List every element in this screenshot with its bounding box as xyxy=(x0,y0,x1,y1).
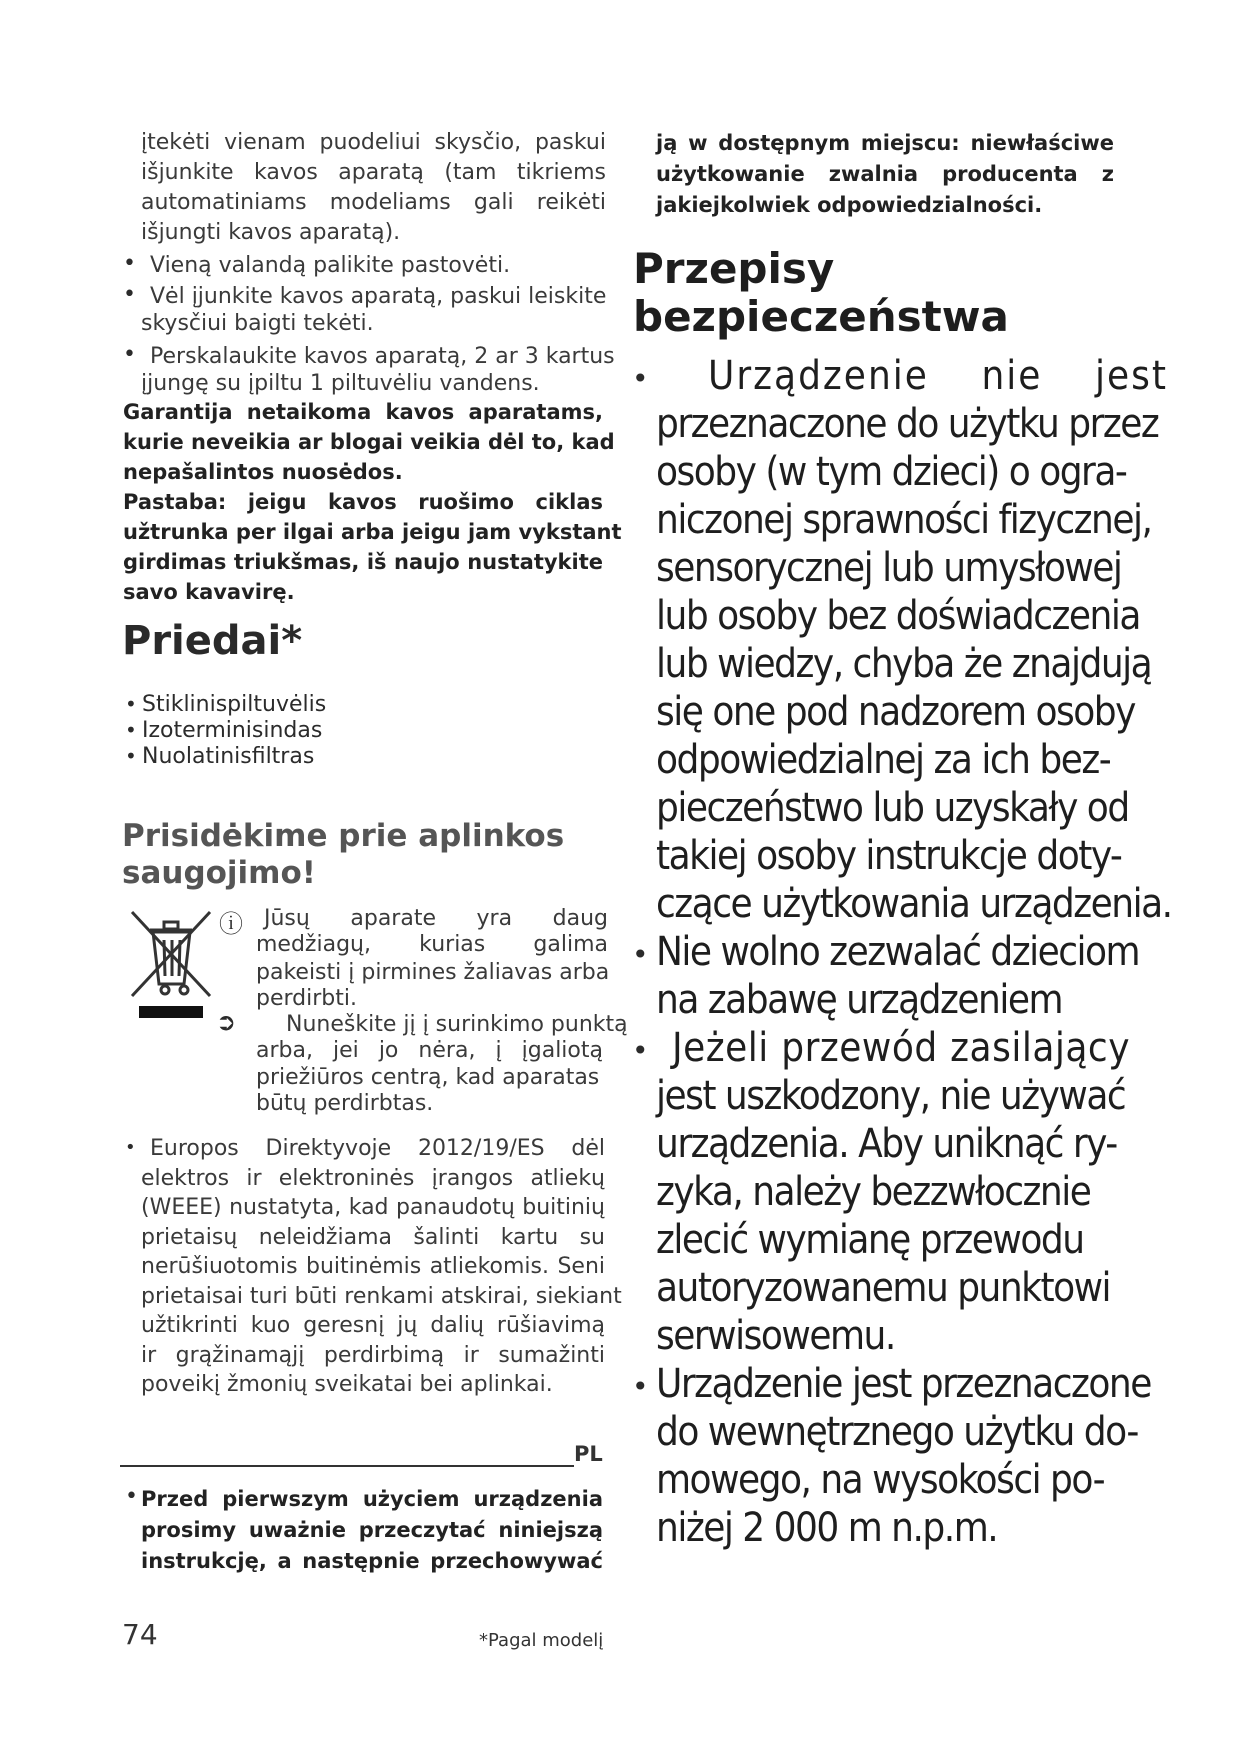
text-line: ir grąžinamąjį perdirbimą ir sumažinti xyxy=(141,1343,605,1368)
text-line: użytkowanie zwalnia producenta z xyxy=(656,162,1114,186)
text-line: zlecić wymianę przewodu xyxy=(656,1217,1084,1263)
text-line: Jeżeli przewód zasilający xyxy=(672,1025,1130,1071)
heading-line: Przepisy xyxy=(633,244,835,293)
bullet-icon: • xyxy=(123,282,136,307)
arrow-icon: ➲ xyxy=(216,1008,237,1036)
text-line: instrukcję, a następnie przechowywać xyxy=(141,1549,603,1573)
text-line: czące użytkowania urządzenia. xyxy=(656,881,1172,927)
bullet-icon: • xyxy=(632,1370,649,1403)
text-line: urządzenia. Aby uniknąć ry- xyxy=(656,1121,1117,1167)
text-line: perdirbti. xyxy=(256,986,357,1011)
text-line: elektros ir elektroninės įrangos atliekų xyxy=(141,1166,605,1191)
text-line: įtekėti vienam puodeliui skysčio, paskui xyxy=(141,130,606,155)
footnote: *Pagal modelį xyxy=(479,1630,604,1651)
text-line: niżej 2 000 m n.p.m. xyxy=(656,1505,998,1551)
text-line: pieczeństwo lub uzyskały od xyxy=(656,785,1129,831)
text-line: nepašalintos nuosėdos. xyxy=(123,460,403,484)
text-line: (WEEE) nustatyta, kad panaudotų buitinių xyxy=(141,1195,605,1220)
step-text: Vieną valandą palikite pastovėti. xyxy=(150,253,511,278)
bullet-icon: • xyxy=(125,718,137,742)
heading-line: saugojimo! xyxy=(122,855,316,891)
text-line: lub wiedzy, chyba że znajdują xyxy=(656,641,1152,687)
text-line: išjungti kavos aparatą). xyxy=(141,220,401,245)
text-line: kurie neveikia ar blogai veikia dėl to, kad xyxy=(123,430,615,454)
language-divider xyxy=(120,1465,574,1467)
text-line: jakiejkolwiek odpowiedzialności. xyxy=(656,193,1043,217)
text-line: Europos Direktyvoje 2012/19/ES dėl xyxy=(150,1136,605,1161)
bullet-icon: • xyxy=(632,362,649,395)
bullet-icon: • xyxy=(125,1484,138,1509)
step-text: įjungę su įpiltu 1 piltuvėliu vandens. xyxy=(141,371,540,396)
text-line: takiej osoby instrukcje doty- xyxy=(656,833,1122,879)
text-line: Przed pierwszym użyciem urządzenia xyxy=(141,1487,603,1511)
text-line: sensorycznej lub umysłowej xyxy=(656,545,1122,591)
text-line: na zabawę urządzeniem xyxy=(656,977,1063,1023)
text-line: zyka, należy bezzwłocznie xyxy=(656,1169,1091,1215)
text-line: osoby (w tym dzieci) o ogra- xyxy=(656,449,1127,495)
bullet-icon: • xyxy=(125,692,137,716)
text-line: niczonej sprawności fizycznej, xyxy=(656,497,1152,543)
heading-line: bezpieczeństwa xyxy=(633,292,1009,341)
text-line: medžiagų, kurias galima xyxy=(256,932,608,957)
step-text: skysčiui baigti tekėti. xyxy=(141,311,374,336)
text-line: jest uszkodzony, nie używać xyxy=(656,1073,1126,1119)
text-line: odpowiedzialnej za ich bez- xyxy=(656,737,1111,783)
step-text: Vėl įjunkite kavos aparatą, paskui leiskite xyxy=(150,284,607,309)
text-line: się one pod nadzorem osoby xyxy=(656,689,1135,735)
text-line: Urządzenie jest przeznaczone xyxy=(656,1361,1151,1407)
text-line: serwisowemu. xyxy=(656,1313,895,1359)
text-line: przeznaczone do użytku przez xyxy=(656,401,1159,447)
bullet-icon: • xyxy=(632,1034,649,1067)
bullet-icon: • xyxy=(632,938,649,971)
text-line: mowego, na wysokości po- xyxy=(656,1457,1105,1503)
accessory-item: Izoterminisindas xyxy=(142,718,323,743)
text-line: automatiniams modeliams gali reikėti xyxy=(141,190,606,215)
text-line: Urządzenie nie jest xyxy=(708,353,1168,399)
accessories-heading: Priedai* xyxy=(122,618,303,664)
crossed-out-bin-icon xyxy=(130,910,212,1020)
language-label: PL xyxy=(574,1442,603,1466)
text-line: ją w dostępnym miejscu: niewłaściwe xyxy=(656,131,1114,155)
text-line: Garantija netaikoma kavos aparatams, xyxy=(123,400,603,424)
text-line: nerūšiuotomis buitinėmis atliekomis. Seni xyxy=(141,1254,605,1279)
text-line: priežiūros centrą, kad aparatas xyxy=(256,1065,600,1090)
text-line: būtų perdirbtas. xyxy=(256,1091,434,1116)
text-line: lub osoby bez doświadczenia xyxy=(656,593,1140,639)
info-icon: ⓘ xyxy=(219,910,243,938)
text-line: girdimas triukšmas, iš naujo nustatykite xyxy=(123,550,603,574)
text-line: arba, jei jo nėra, į įgaliotą xyxy=(256,1038,603,1063)
text-line: pakeisti į pirmines žaliavas arba xyxy=(256,960,610,985)
text-line: prietaisai turi būti renkami atskirai, siekiant xyxy=(141,1284,622,1309)
text-line: savo kavavirę. xyxy=(123,580,295,604)
bullet-icon: • xyxy=(125,1137,136,1158)
text-line: išjunkite kavos aparatą (tam tikriems xyxy=(141,160,606,185)
bullet-icon: • xyxy=(125,744,137,768)
text-line: Nie wolno zezwalać dzieciom xyxy=(656,929,1140,975)
bullet-icon: • xyxy=(123,251,136,276)
page-number: 74 xyxy=(122,1618,158,1651)
text-line: Nuneškite jį į surinkimo punktą xyxy=(286,1012,628,1037)
text-line: Jūsų aparate yra daug xyxy=(264,906,608,931)
text-line: užtikrinti kuo geresnį jų dalių rūšiavimą xyxy=(141,1313,605,1338)
accessory-item: Nuolatinisfiltras xyxy=(142,744,315,769)
text-line: prosimy uważnie przeczytać niniejszą xyxy=(141,1518,603,1542)
text-line: prietaisų neleidžiama šalinti kartu su xyxy=(141,1225,605,1250)
bullet-icon: • xyxy=(123,342,136,367)
text-line: do wewnętrznego użytku do- xyxy=(656,1409,1138,1455)
step-text: Perskalaukite kavos aparatą, 2 ar 3 kartus xyxy=(150,344,615,369)
text-line: užtrunka per ilgai arba jeigu jam vykstant xyxy=(123,520,622,544)
text-line: Pastaba: jeigu kavos ruošimo ciklas xyxy=(123,490,603,514)
text-line: autoryzowanemu punktowi xyxy=(656,1265,1111,1311)
accessory-item: Stiklinispiltuvėlis xyxy=(142,692,327,717)
text-line: poveikį žmonių sveikatai bei aplinkai. xyxy=(141,1372,553,1397)
heading-line: Prisidėkime prie aplinkos xyxy=(122,818,565,854)
